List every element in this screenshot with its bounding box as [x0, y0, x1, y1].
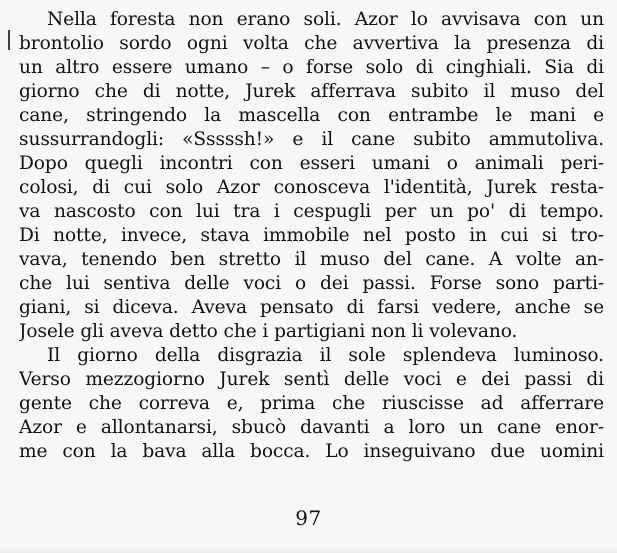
text-line: Di notte, invece, stava immobile nel posto in cui si tro- [19, 225, 604, 246]
text-line: giorno che di notte, Jurek afferrava subito il muso del [19, 81, 604, 102]
page-edge-mark [8, 30, 10, 50]
text-line: gente che correva e, prima che riuscisse ad afferrare [19, 393, 604, 414]
text-line: che lui sentiva delle voci o dei passi. Forse sono parti- [19, 273, 604, 294]
page-number: 97 [295, 506, 322, 530]
text-line: colosi, di cui solo Azor conosceva l'identità, Jurek resta- [19, 177, 604, 198]
text-line: giani, si diceva. Aveva pensato di farsi vedere, anche se [19, 297, 604, 318]
text-line: va nascosto con lui tra i cespugli per un po' di tempo. [19, 201, 604, 222]
text-line: Verso mezzogiorno Jurek sentì delle voci e dei passi di [19, 369, 604, 390]
text-line: un altro essere umano – o forse solo di cinghiali. Sia di [19, 57, 604, 78]
text-line: Azor e allontanarsi, sbucò davanti a loro un cane enor- [19, 417, 604, 438]
text-line: Nella foresta non erano soli. Azor lo avvisava con un [47, 9, 604, 30]
page-bottom-shadow [0, 547, 617, 553]
text-line: me con la bava alla bocca. Lo inseguivano due uomini [19, 441, 604, 462]
text-line: Josele gli aveva detto che i partigiani non li volevano. [19, 321, 518, 342]
text-line: vava, tenendo ben stretto il muso del cane. A volte an- [19, 249, 604, 270]
text-line: cane, stringendo la mascella con entrambe le mani e [19, 105, 604, 126]
text-line: Il giorno della disgrazia il sole splendeva luminoso. [47, 345, 604, 366]
text-line: sussurrandogli: «Sssssh!» e il cane subito ammutoliva. [19, 129, 604, 150]
text-line: Dopo quegli incontri con esseri umani o animali peri- [19, 153, 604, 174]
page-body-text [19, 8, 604, 464]
text-line: brontolio sordo ogni volta che avvertiva la presenza di [19, 33, 604, 54]
